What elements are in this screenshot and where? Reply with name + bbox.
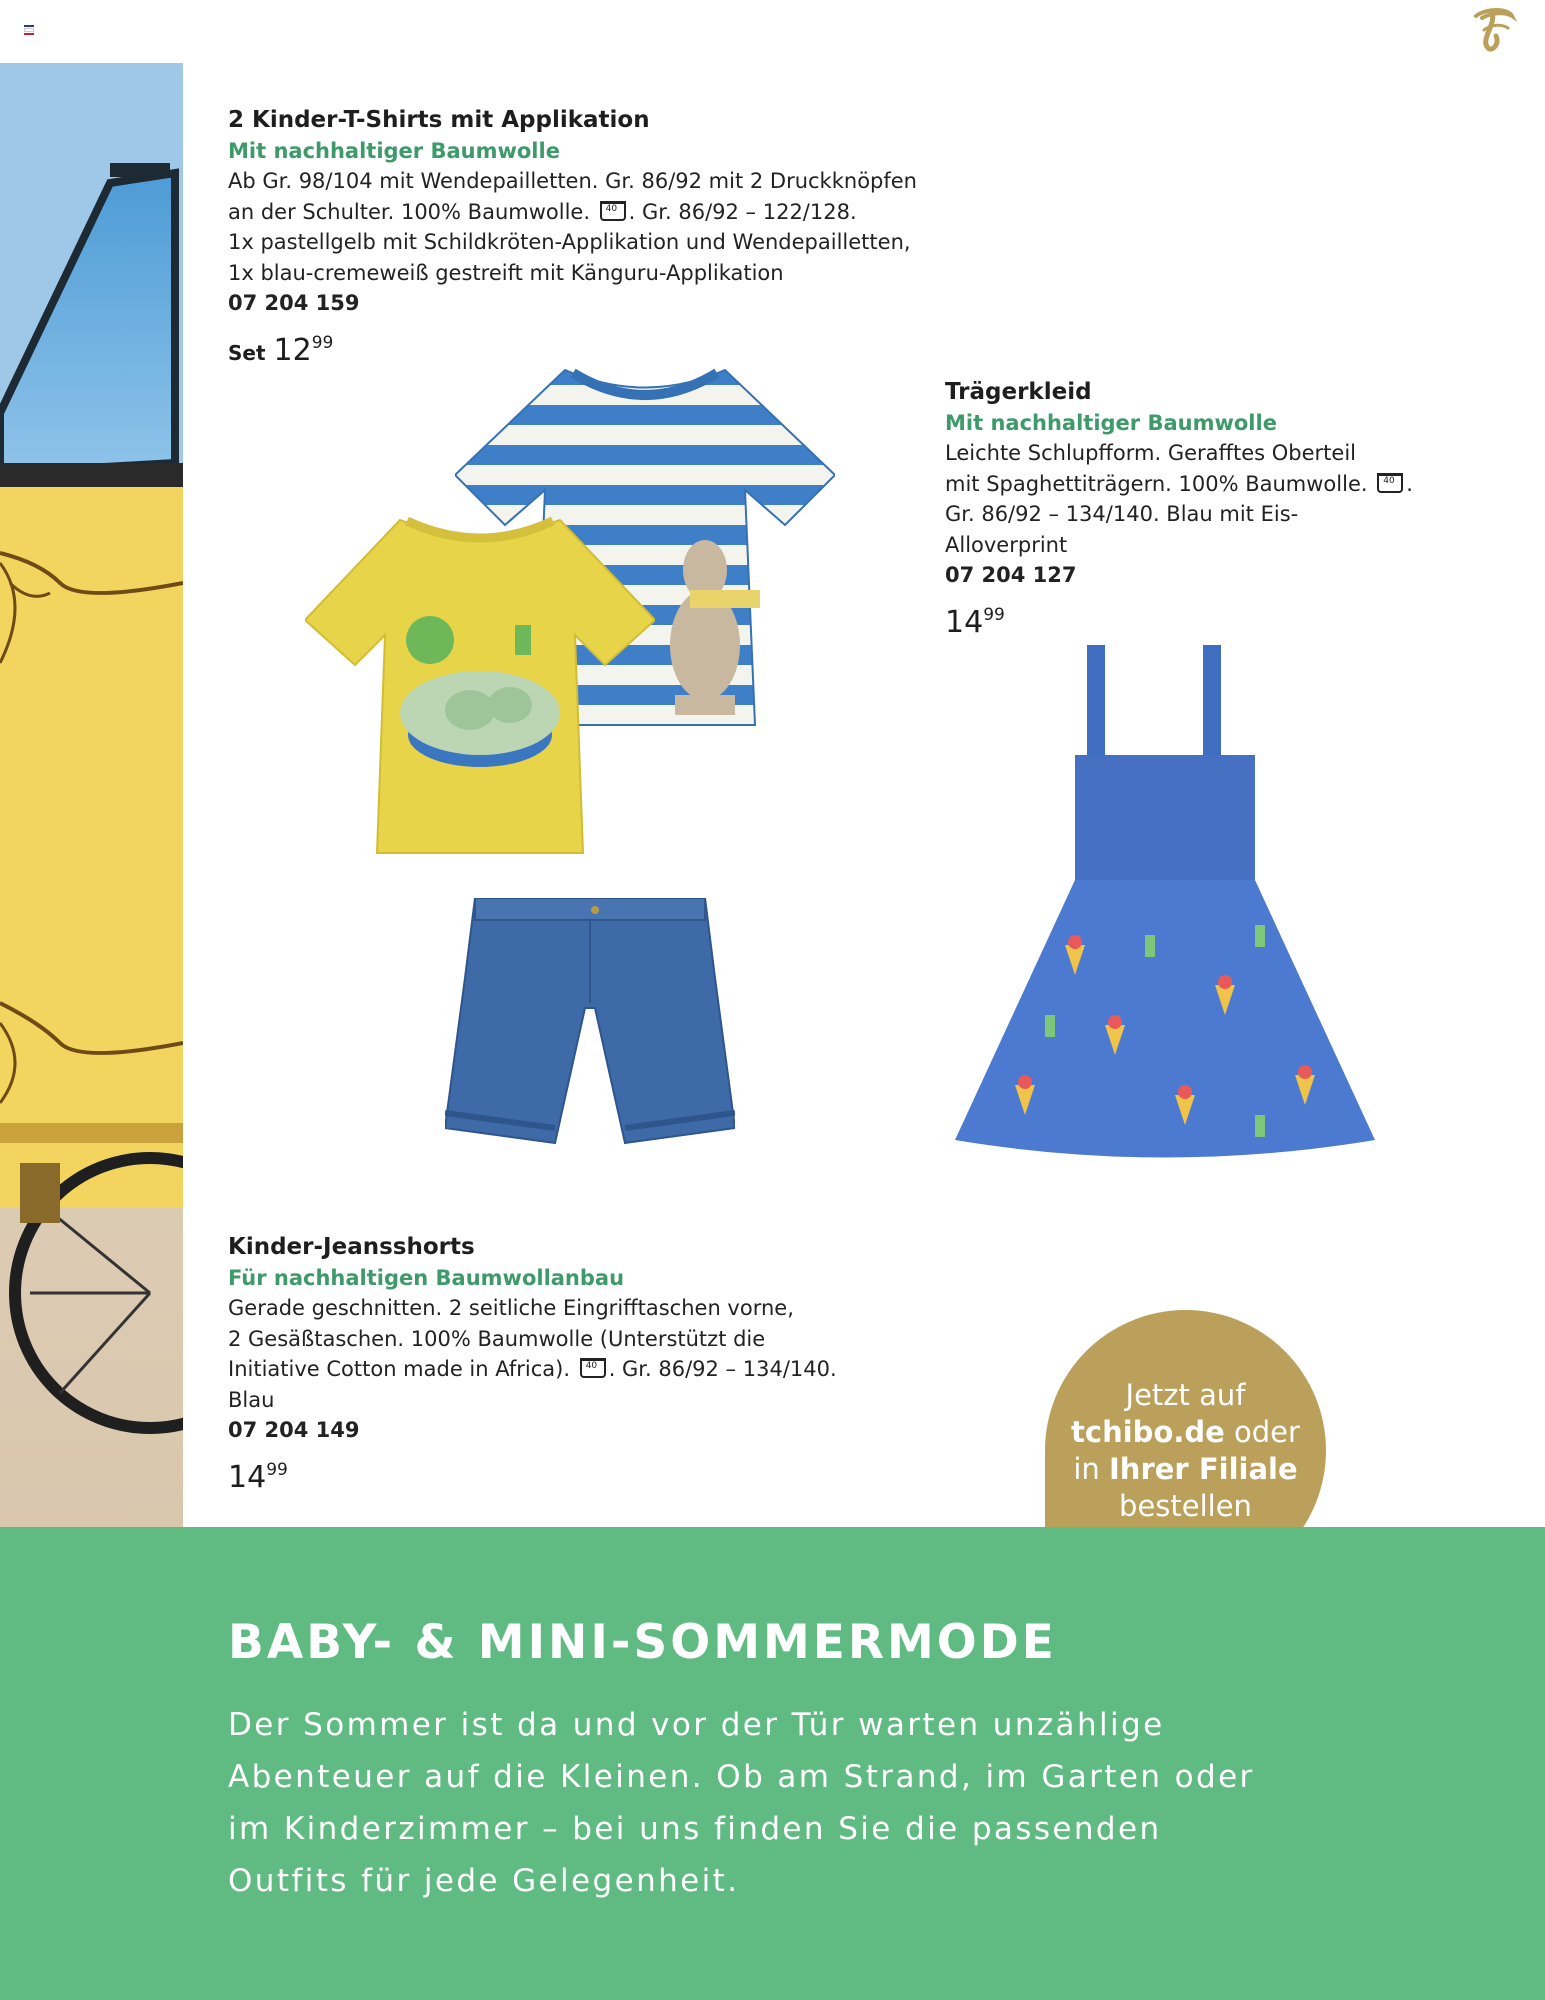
info-banner: [0, 1527, 1545, 2000]
article-number: 07 204 149: [228, 1418, 360, 1442]
yellow-tshirt-image: [305, 515, 655, 855]
tchibo-logo-icon: [1462, 0, 1522, 60]
banner-heading: BABY- & MINI-SOMMERMODE: [228, 1615, 1057, 1670]
banner-text: Der Sommer ist da und vor der Tür warten unzählige Abenteuer auf die Kleinen. Ob am Strand, im Garten oder im Kinderzimmer – bei uns finden Sie die passenden Outfits für jede Gelegenheit.: [228, 1707, 1255, 1899]
wash-40-icon: [580, 1358, 606, 1378]
product-tshirts: [228, 105, 928, 371]
article-number: 07 204 127: [945, 563, 1077, 587]
article-number: 07 204 159: [228, 291, 360, 315]
product-title: Trägerkleid: [945, 379, 1092, 405]
price: $14^{99}$: [228, 1459, 288, 1495]
dress-image: [955, 645, 1375, 1165]
price: Set $12^{99}$: [228, 332, 334, 368]
flag-icon: [24, 25, 34, 33]
ice-cream-cart-photo: [0, 63, 183, 1527]
wash-40-icon: [1377, 473, 1403, 493]
product-title: Kinder-Jeansshorts: [228, 1234, 475, 1260]
product-subtitle: Für nachhaltigen Baumwollanbau: [228, 1265, 625, 1290]
product-description: Gerade geschnitten. 2 seitliche Eingrifftaschen vorne, 2 Gesäßtaschen. 100% Baumwolle (Unterstützt die Initiative Cotton made in Africa). 40. Gr. 86/92 – 134/140. Blau: [228, 1293, 878, 1415]
wash-40-icon: [600, 201, 626, 221]
order-badge: Jetzt auf tchibo.de oder in Ihrer Filiale bestellen: [1045, 1310, 1326, 1591]
product-subtitle: Mit nachhaltiger Baumwolle: [945, 410, 1277, 435]
price: $14^{99}$: [945, 604, 1005, 640]
product-title: 2 Kinder-T-Shirts mit Applikation: [228, 107, 650, 133]
product-jeansshorts: [228, 1232, 878, 1496]
product-description: Leichte Schlupfform. Gerafftes Oberteil mit Spaghettiträgern. 100% Baumwolle. 40. Gr. 86/92 – 134/140. Blau mit Eis-Alloverprint: [945, 438, 1415, 560]
product-description: Ab Gr. 98/104 mit Wendepailletten. Gr. 86/92 mit 2 Druckknöpfen an der Schulter. 100% Baumwolle. 40. Gr. 86/92 – 122/128. 1x pastellgelb mit Schildkröten-Applikation und Wendepailletten, 1x blau-cremeweiß gestreift mit Känguru-Applikation: [228, 166, 928, 288]
jeans-shorts-image: [445, 898, 735, 1178]
product-subtitle: Mit nachhaltiger Baumwolle: [228, 138, 560, 163]
product-dress: [945, 377, 1415, 641]
